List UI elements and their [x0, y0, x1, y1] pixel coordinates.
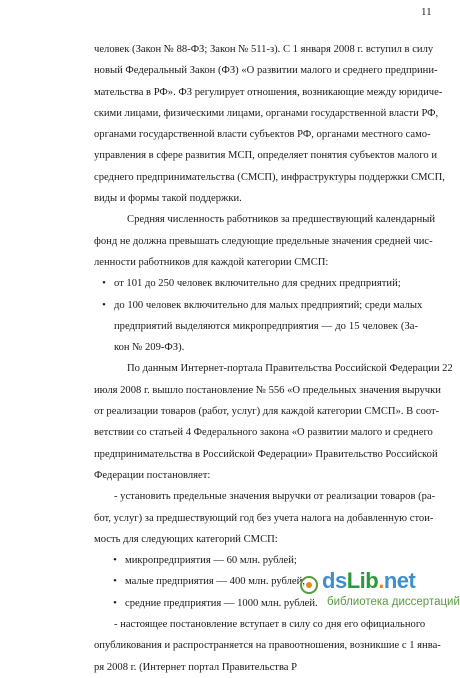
text-line: бот, услуг) за предшествующий год без учета налога на добавленную стои- [94, 512, 434, 524]
text-line: - настоящее постановление вступает в силу со дня его официального [114, 619, 426, 631]
text-line: от реализации товаров (работ, услуг) для каждой категории СМСП». В соот- [94, 406, 440, 418]
text-line: кон № 209-ФЗ). [114, 342, 185, 354]
text-line: человек (Закон № 88-ФЗ; Закон № 511-з). С 1 января 2008 г. вступил в силу [94, 44, 434, 55]
page-number: 11 [421, 6, 432, 18]
paragraph-employees [94, 209, 436, 273]
text-line: Федерации постановляет: [94, 469, 211, 481]
dslib-logo-text [322, 568, 415, 594]
text-line: мательства в РФ». ФЗ регулирует отношения, возникающие между юридиче- [94, 86, 443, 98]
paragraph-law [94, 39, 445, 209]
text-line: опубликования и распространяется на правоотношения, возникшие с 1 янва- [94, 640, 441, 652]
dslib-logo-icon [300, 576, 318, 594]
text-line: малые предприятия — 400 млн. рублей; [125, 576, 306, 588]
paragraph-resolution [94, 358, 453, 486]
text-line: предпринимательства в Российской Федерации» Правительство Российской [94, 448, 438, 460]
paragraph-revenue [94, 486, 436, 550]
text-line: фонд не должна превышать следующие предельные значения средней чис- [94, 235, 433, 247]
text-line: - установить предельные значения выручки от реализации товаров (ра- [114, 491, 436, 503]
text-line: органами государственной власти субъектов РФ, органами местного само- [94, 129, 431, 141]
logo-net: net [383, 568, 416, 593]
text-line: Средняя численность работников за предшествующий календарный [127, 214, 436, 226]
text-line: ветствии со статьей 4 Федерального закона «О развитии малого и среднего [94, 427, 433, 439]
bullet-icon: • [102, 299, 106, 311]
text-line: среднего предпринимательства (СМСП), инфраструктуры поддержки СМСП, [94, 171, 445, 183]
text-line: новый Федеральный Закон (ФЗ) «О развитии малого и среднего предприни- [94, 65, 438, 77]
dslib-tagline: библиотека диссертаций [327, 596, 460, 608]
text-line: скими лицами, физическими лицами, органами государственной власти РФ, [94, 107, 439, 119]
text-line: предприятий выделяются микропредприятия — до 15 человек (За- [114, 320, 418, 332]
text-line: ря 2008 г. (Интернет портал Правительства Р [94, 661, 298, 673]
bullet-icon: • [113, 597, 117, 609]
logo-lib: Lib [346, 568, 379, 593]
text-line: ленности работников для каждой категории СМСП: [94, 256, 329, 268]
paragraph-effective-date [94, 614, 441, 678]
text-line: мость для следующих категорий СМСП: [94, 533, 278, 545]
text-line: июля 2008 г. вышло постановление № 556 «О предельных значения выручки [94, 384, 441, 396]
text-line: виды и формы такой поддержки. [94, 193, 242, 205]
logo-dot: . [378, 568, 384, 593]
dslib-watermark [300, 568, 460, 619]
logo-ds: ds [322, 568, 347, 593]
list-item [94, 273, 418, 294]
list-item [94, 295, 423, 359]
bullet-icon: • [113, 555, 117, 567]
bullet-icon: • [102, 278, 106, 290]
text-line: от 101 до 250 человек включительно для средних предприятий; [114, 278, 401, 290]
text-line: средние предприятия — 1000 млн. рублей. [125, 597, 318, 609]
list-item-first-line [94, 295, 423, 316]
employee-limits-list [94, 273, 423, 358]
text-line: до 100 человек включительно для малых предприятий; среди малых [114, 299, 423, 311]
text-line: микропредприятия — 60 млн. рублей; [125, 555, 297, 567]
bullet-icon: • [113, 576, 117, 588]
text-line: По данным Интернет-портала Правительства Российской Федерации 22 [127, 363, 453, 375]
text-line: управления в сфере развития МСП, определяет понятия субъектов малого и [94, 150, 438, 162]
